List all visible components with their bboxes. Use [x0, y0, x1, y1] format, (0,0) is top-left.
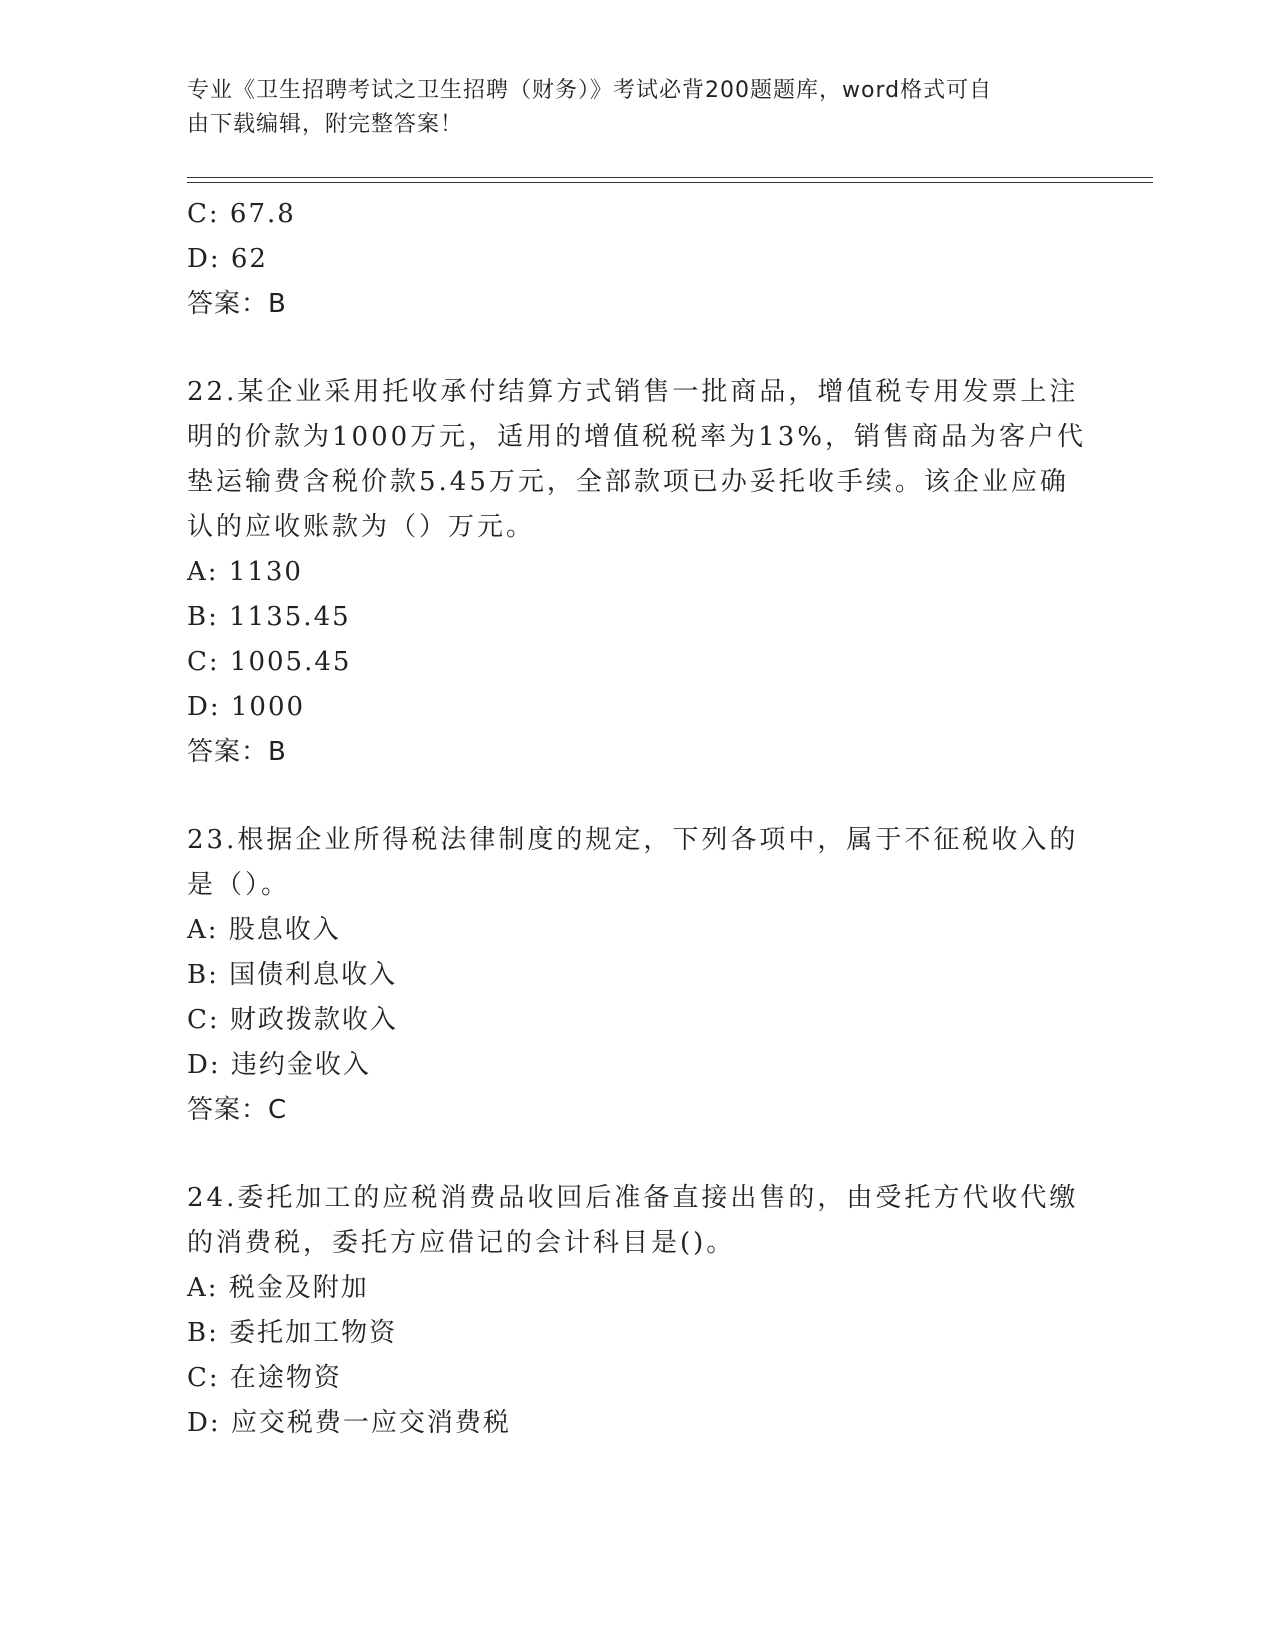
- question-list: [187, 192, 1087, 1446]
- option-c: C: 1005.45: [187, 647, 352, 677]
- spacer: [187, 1133, 1087, 1176]
- header-divider-top: [187, 177, 1153, 178]
- question-21-continuation: [187, 192, 1087, 327]
- option-b: B: 委托加工物资: [187, 1318, 398, 1348]
- header-divider-bottom: [187, 182, 1153, 183]
- spacer: [187, 327, 1087, 370]
- document-header: [187, 74, 1067, 142]
- option-c: C: 67.8: [187, 199, 296, 229]
- question-22: [187, 370, 1087, 775]
- header-title-line-1: 专业《卫生招聘考试之卫生招聘（财务）》考试必背200题题库，word格式可自: [187, 78, 993, 103]
- option-a: A: 1130: [187, 557, 303, 587]
- option-a: A: 股息收入: [187, 915, 341, 945]
- answer-line: 答案：C: [187, 1095, 288, 1125]
- question-stem-line: 认的应收账款为（）万元。: [187, 512, 536, 542]
- question-stem-line: 24.委托加工的应税消费品收回后准备直接出售的，由受托方代收代缴: [187, 1183, 1079, 1213]
- question-24: [187, 1176, 1087, 1446]
- option-a: A: 税金及附加: [187, 1273, 369, 1303]
- answer-line: 答案：B: [187, 737, 287, 767]
- question-23: [187, 818, 1087, 1133]
- header-title-line-2: 由下载编辑，附完整答案！: [187, 112, 464, 137]
- question-stem-line: 22.某企业采用托收承付结算方式销售一批商品，增值税专用发票上注: [187, 377, 1079, 407]
- option-b: B: 1135.45: [187, 602, 351, 632]
- question-stem-line: 23.根据企业所得税法律制度的规定，下列各项中，属于不征税收入的: [187, 825, 1079, 855]
- option-d: D: 应交税费一应交消费税: [187, 1408, 511, 1438]
- spacer: [187, 775, 1087, 818]
- question-stem-line: 是（）。: [187, 870, 291, 900]
- option-c: C: 财政拨款收入: [187, 1005, 398, 1035]
- option-d: D: 违约金收入: [187, 1050, 371, 1080]
- question-stem-line: 明的价款为1000万元，适用的增值税税率为13%，销售商品为客户代: [187, 422, 1086, 452]
- question-stem-line: 的消费税，委托方应借记的会计科目是()。: [187, 1228, 736, 1258]
- answer-line: 答案：B: [187, 289, 287, 319]
- option-d: D: 1000: [187, 692, 306, 722]
- option-b: B: 国债利息收入: [187, 960, 398, 990]
- option-d: D: 62: [187, 244, 268, 274]
- question-stem-line: 垫运输费含税价款5.45万元，全部款项已办妥托收手续。该企业应确: [187, 467, 1069, 497]
- option-c: C: 在途物资: [187, 1363, 342, 1393]
